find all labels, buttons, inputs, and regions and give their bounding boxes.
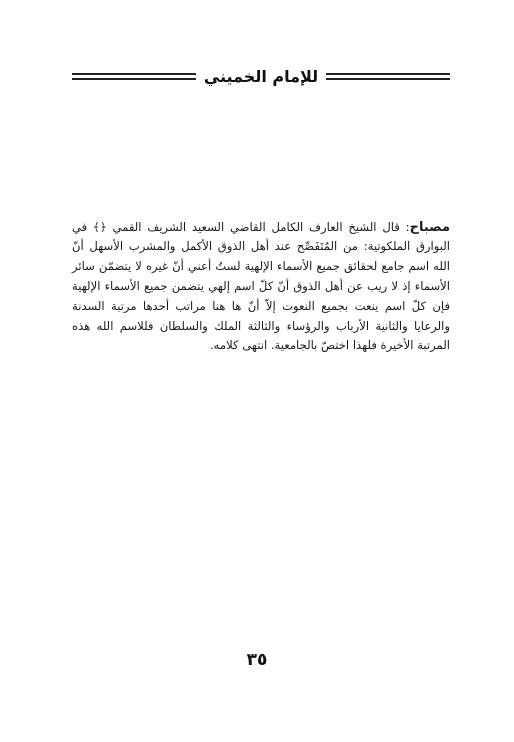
header-rule-left bbox=[72, 73, 196, 80]
paragraph-lead: مصباح bbox=[409, 219, 450, 235]
body-paragraph bbox=[72, 218, 450, 357]
paragraph-text: : قال الشيخ العارف الكامل القاضي السعيد الشريف القمي ﴿﴾ في البوارق الملكوتية: من المُتَفَصِّح عند أهل الذوق الأكمل والمشرب الأسهل أنّ الله اسم جامع لحقائق جميع الأسماء الإلهية لستُ أعني أنّ غيره لا يتضمّن سائر الأسماء إذ لا ريب عن أهل الذوق أنّ كلّ اسم إلهي يتضمن جميع الأسماء الإلهية فإن كلّ اسم ينعت بجميع النعوت إلاّ أنّ ها هنا مراتب أحدها مرتبة السدنة والرعايا والثانية الأرباب والرؤساء والثالثة الملك والسلطان فللاسم الله هذه المرتبة الأخيرة فلهذا اختصّ بالجامعية. انتهى كلامه. bbox=[72, 219, 450, 353]
header-rule-line bbox=[72, 73, 196, 75]
header-rule-line bbox=[326, 73, 450, 75]
header-rule-line bbox=[72, 78, 196, 80]
header-title: للإمام الخميني bbox=[203, 66, 319, 86]
running-header bbox=[72, 62, 450, 90]
header-rule-right bbox=[326, 73, 450, 80]
header-rule-line bbox=[326, 78, 450, 80]
page-number: ٣٥ bbox=[246, 650, 268, 670]
